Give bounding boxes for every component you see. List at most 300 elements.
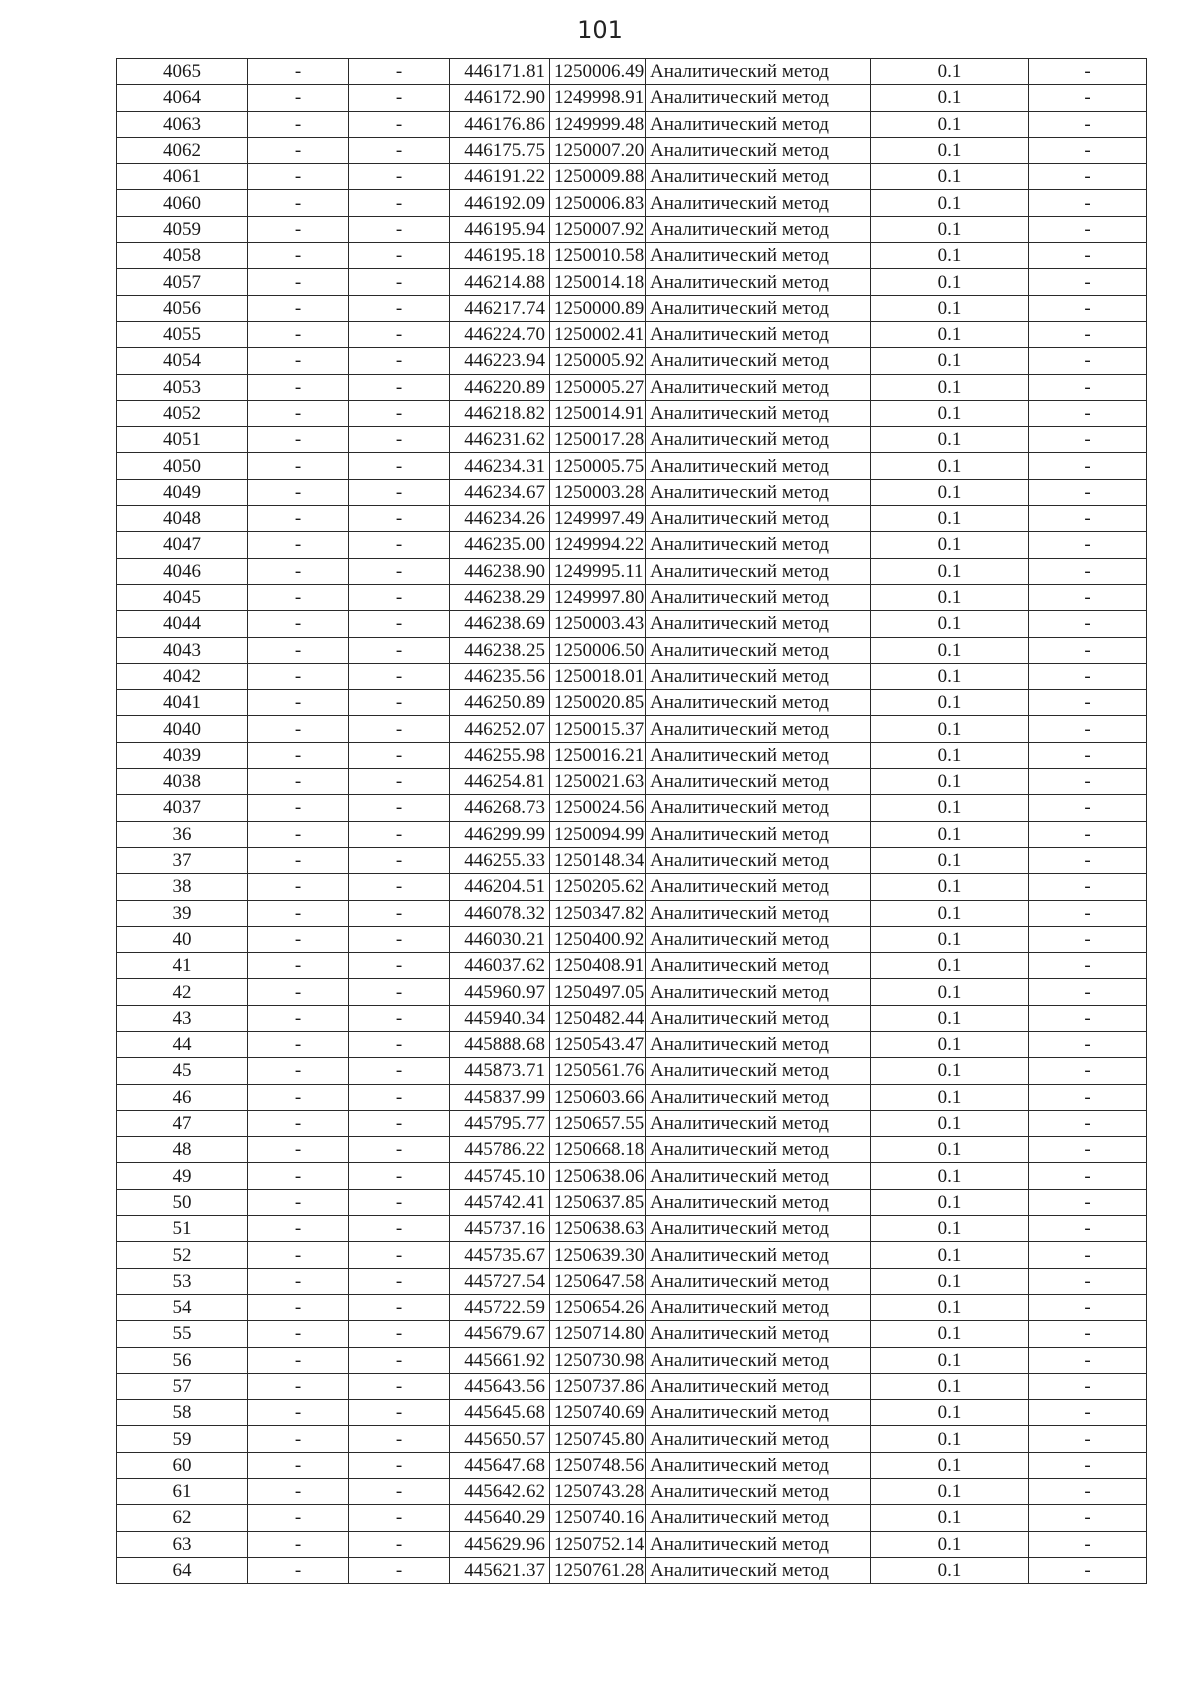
accuracy-cell: 0.1 — [871, 953, 1029, 979]
x-coordinate-cell: 445837.99 — [450, 1084, 550, 1110]
table-row — [117, 690, 1147, 716]
accuracy-cell: 0.1 — [871, 111, 1029, 137]
coordinates-table — [116, 58, 1147, 1584]
column-3-cell: - — [349, 85, 450, 111]
y-coordinate-cell: 1250482.44 — [550, 1005, 646, 1031]
column-8-cell: - — [1029, 769, 1147, 795]
column-2-cell: - — [248, 769, 349, 795]
y-coordinate-cell: 1250743.28 — [550, 1479, 646, 1505]
x-coordinate-cell: 446299.99 — [450, 821, 550, 847]
y-coordinate-cell: 1250497.05 — [550, 979, 646, 1005]
table-row — [117, 1084, 1147, 1110]
y-coordinate-cell: 1250714.80 — [550, 1321, 646, 1347]
accuracy-cell: 0.1 — [871, 926, 1029, 952]
table-row — [117, 59, 1147, 85]
accuracy-cell: 0.1 — [871, 1242, 1029, 1268]
method-cell: Аналитический метод — [646, 1216, 871, 1242]
table-row — [117, 584, 1147, 610]
point-number-cell: 4056 — [117, 295, 248, 321]
y-coordinate-cell: 1250668.18 — [550, 1137, 646, 1163]
x-coordinate-cell: 446235.56 — [450, 663, 550, 689]
column-3-cell: - — [349, 1505, 450, 1531]
x-coordinate-cell: 446218.82 — [450, 400, 550, 426]
column-2-cell: - — [248, 453, 349, 479]
column-2-cell: - — [248, 1347, 349, 1373]
column-8-cell: - — [1029, 59, 1147, 85]
point-number-cell: 49 — [117, 1163, 248, 1189]
column-8-cell: - — [1029, 821, 1147, 847]
column-3-cell: - — [349, 847, 450, 873]
point-number-cell: 4043 — [117, 637, 248, 663]
x-coordinate-cell: 445647.68 — [450, 1452, 550, 1478]
column-8-cell: - — [1029, 558, 1147, 584]
column-8-cell: - — [1029, 479, 1147, 505]
column-3-cell: - — [349, 979, 450, 1005]
method-cell: Аналитический метод — [646, 1321, 871, 1347]
y-coordinate-cell: 1250007.20 — [550, 137, 646, 163]
x-coordinate-cell: 445642.62 — [450, 1479, 550, 1505]
table-row — [117, 611, 1147, 637]
column-8-cell: - — [1029, 926, 1147, 952]
method-cell: Аналитический метод — [646, 1531, 871, 1557]
x-coordinate-cell: 445727.54 — [450, 1268, 550, 1294]
x-coordinate-cell: 446176.86 — [450, 111, 550, 137]
method-cell: Аналитический метод — [646, 1163, 871, 1189]
table-row — [117, 1110, 1147, 1136]
column-3-cell: - — [349, 1242, 450, 1268]
y-coordinate-cell: 1250009.88 — [550, 164, 646, 190]
column-2-cell: - — [248, 1452, 349, 1478]
accuracy-cell: 0.1 — [871, 874, 1029, 900]
y-coordinate-cell: 1250024.56 — [550, 795, 646, 821]
column-8-cell: - — [1029, 216, 1147, 242]
table-row — [117, 216, 1147, 242]
x-coordinate-cell: 445737.16 — [450, 1216, 550, 1242]
column-2-cell: - — [248, 1163, 349, 1189]
method-cell: Аналитический метод — [646, 1479, 871, 1505]
y-coordinate-cell: 1250005.75 — [550, 453, 646, 479]
table-row — [117, 85, 1147, 111]
column-3-cell: - — [349, 926, 450, 952]
column-8-cell: - — [1029, 1373, 1147, 1399]
table-row — [117, 269, 1147, 295]
column-3-cell: - — [349, 874, 450, 900]
column-2-cell: - — [248, 321, 349, 347]
table-row — [117, 400, 1147, 426]
column-2-cell: - — [248, 1242, 349, 1268]
method-cell: Аналитический метод — [646, 821, 871, 847]
column-2-cell: - — [248, 1373, 349, 1399]
accuracy-cell: 0.1 — [871, 584, 1029, 610]
method-cell: Аналитический метод — [646, 532, 871, 558]
method-cell: Аналитический метод — [646, 637, 871, 663]
y-coordinate-cell: 1250730.98 — [550, 1347, 646, 1373]
point-number-cell: 4057 — [117, 269, 248, 295]
point-number-cell: 4042 — [117, 663, 248, 689]
x-coordinate-cell: 445795.77 — [450, 1110, 550, 1136]
y-coordinate-cell: 1250752.14 — [550, 1531, 646, 1557]
column-3-cell: - — [349, 663, 450, 689]
method-cell: Аналитический метод — [646, 558, 871, 584]
x-coordinate-cell: 446191.22 — [450, 164, 550, 190]
column-2-cell: - — [248, 190, 349, 216]
accuracy-cell: 0.1 — [871, 1452, 1029, 1478]
y-coordinate-cell: 1250010.58 — [550, 243, 646, 269]
table-row — [117, 769, 1147, 795]
accuracy-cell: 0.1 — [871, 1189, 1029, 1215]
y-coordinate-cell: 1250017.28 — [550, 427, 646, 453]
x-coordinate-cell: 445960.97 — [450, 979, 550, 1005]
column-8-cell: - — [1029, 874, 1147, 900]
method-cell: Аналитический метод — [646, 584, 871, 610]
method-cell: Аналитический метод — [646, 716, 871, 742]
column-8-cell: - — [1029, 137, 1147, 163]
x-coordinate-cell: 446175.75 — [450, 137, 550, 163]
method-cell: Аналитический метод — [646, 164, 871, 190]
table-row — [117, 1137, 1147, 1163]
point-number-cell: 60 — [117, 1452, 248, 1478]
column-8-cell: - — [1029, 1505, 1147, 1531]
table-row — [117, 321, 1147, 347]
point-number-cell: 4048 — [117, 506, 248, 532]
x-coordinate-cell: 445650.57 — [450, 1426, 550, 1452]
column-3-cell: - — [349, 1479, 450, 1505]
column-2-cell: - — [248, 59, 349, 85]
point-number-cell: 4059 — [117, 216, 248, 242]
point-number-cell: 4051 — [117, 427, 248, 453]
x-coordinate-cell: 445640.29 — [450, 1505, 550, 1531]
accuracy-cell: 0.1 — [871, 795, 1029, 821]
column-3-cell: - — [349, 164, 450, 190]
accuracy-cell: 0.1 — [871, 1426, 1029, 1452]
table-row — [117, 243, 1147, 269]
column-2-cell: - — [248, 900, 349, 926]
column-3-cell: - — [349, 427, 450, 453]
column-3-cell: - — [349, 348, 450, 374]
column-3-cell: - — [349, 532, 450, 558]
column-3-cell: - — [349, 1321, 450, 1347]
point-number-cell: 4058 — [117, 243, 248, 269]
x-coordinate-cell: 446224.70 — [450, 321, 550, 347]
table-row — [117, 1531, 1147, 1557]
point-number-cell: 4061 — [117, 164, 248, 190]
column-8-cell: - — [1029, 847, 1147, 873]
method-cell: Аналитический метод — [646, 1505, 871, 1531]
accuracy-cell: 0.1 — [871, 1505, 1029, 1531]
accuracy-cell: 0.1 — [871, 979, 1029, 1005]
point-number-cell: 4040 — [117, 716, 248, 742]
column-8-cell: - — [1029, 1163, 1147, 1189]
point-number-cell: 54 — [117, 1294, 248, 1320]
method-cell: Аналитический метод — [646, 216, 871, 242]
accuracy-cell: 0.1 — [871, 269, 1029, 295]
column-8-cell: - — [1029, 374, 1147, 400]
y-coordinate-cell: 1250657.55 — [550, 1110, 646, 1136]
x-coordinate-cell: 446030.21 — [450, 926, 550, 952]
point-number-cell: 4065 — [117, 59, 248, 85]
column-2-cell: - — [248, 558, 349, 584]
y-coordinate-cell: 1250021.63 — [550, 769, 646, 795]
accuracy-cell: 0.1 — [871, 348, 1029, 374]
column-2-cell: - — [248, 85, 349, 111]
column-8-cell: - — [1029, 1268, 1147, 1294]
accuracy-cell: 0.1 — [871, 479, 1029, 505]
method-cell: Аналитический метод — [646, 85, 871, 111]
point-number-cell: 4045 — [117, 584, 248, 610]
y-coordinate-cell: 1250018.01 — [550, 663, 646, 689]
table-row — [117, 111, 1147, 137]
x-coordinate-cell: 445940.34 — [450, 1005, 550, 1031]
point-number-cell: 43 — [117, 1005, 248, 1031]
method-cell: Аналитический метод — [646, 1084, 871, 1110]
table-row — [117, 532, 1147, 558]
point-number-cell: 4062 — [117, 137, 248, 163]
point-number-cell: 46 — [117, 1084, 248, 1110]
column-3-cell: - — [349, 1058, 450, 1084]
column-2-cell: - — [248, 611, 349, 637]
table-row — [117, 900, 1147, 926]
column-8-cell: - — [1029, 348, 1147, 374]
table-row — [117, 348, 1147, 374]
column-8-cell: - — [1029, 295, 1147, 321]
column-2-cell: - — [248, 795, 349, 821]
column-8-cell: - — [1029, 321, 1147, 347]
table-body — [117, 59, 1147, 1584]
table-row — [117, 716, 1147, 742]
column-8-cell: - — [1029, 1452, 1147, 1478]
x-coordinate-cell: 446252.07 — [450, 716, 550, 742]
method-cell: Аналитический метод — [646, 321, 871, 347]
x-coordinate-cell: 446078.32 — [450, 900, 550, 926]
x-coordinate-cell: 446220.89 — [450, 374, 550, 400]
x-coordinate-cell: 445643.56 — [450, 1373, 550, 1399]
column-2-cell: - — [248, 111, 349, 137]
x-coordinate-cell: 446250.89 — [450, 690, 550, 716]
method-cell: Аналитический метод — [646, 1137, 871, 1163]
column-2-cell: - — [248, 374, 349, 400]
column-3-cell: - — [349, 900, 450, 926]
point-number-cell: 52 — [117, 1242, 248, 1268]
accuracy-cell: 0.1 — [871, 506, 1029, 532]
column-8-cell: - — [1029, 795, 1147, 821]
column-2-cell: - — [248, 269, 349, 295]
x-coordinate-cell: 446238.69 — [450, 611, 550, 637]
x-coordinate-cell: 446255.98 — [450, 742, 550, 768]
table-row — [117, 558, 1147, 584]
table-row — [117, 164, 1147, 190]
point-number-cell: 4064 — [117, 85, 248, 111]
column-8-cell: - — [1029, 742, 1147, 768]
method-cell: Аналитический метод — [646, 1557, 871, 1583]
x-coordinate-cell: 446238.90 — [450, 558, 550, 584]
table-row — [117, 427, 1147, 453]
column-2-cell: - — [248, 1189, 349, 1215]
table-row — [117, 637, 1147, 663]
x-coordinate-cell: 446195.18 — [450, 243, 550, 269]
table-row — [117, 1216, 1147, 1242]
column-3-cell: - — [349, 506, 450, 532]
accuracy-cell: 0.1 — [871, 663, 1029, 689]
method-cell: Аналитический метод — [646, 506, 871, 532]
column-2-cell: - — [248, 874, 349, 900]
y-coordinate-cell: 1250015.37 — [550, 716, 646, 742]
column-2-cell: - — [248, 637, 349, 663]
accuracy-cell: 0.1 — [871, 1373, 1029, 1399]
column-8-cell: - — [1029, 1005, 1147, 1031]
method-cell: Аналитический метод — [646, 400, 871, 426]
column-8-cell: - — [1029, 85, 1147, 111]
point-number-cell: 37 — [117, 847, 248, 873]
accuracy-cell: 0.1 — [871, 400, 1029, 426]
column-2-cell: - — [248, 216, 349, 242]
point-number-cell: 4049 — [117, 479, 248, 505]
y-coordinate-cell: 1250543.47 — [550, 1031, 646, 1057]
table-row — [117, 1400, 1147, 1426]
column-8-cell: - — [1029, 1347, 1147, 1373]
method-cell: Аналитический метод — [646, 1400, 871, 1426]
column-8-cell: - — [1029, 690, 1147, 716]
column-2-cell: - — [248, 663, 349, 689]
table-row — [117, 137, 1147, 163]
table-row — [117, 874, 1147, 900]
x-coordinate-cell: 445745.10 — [450, 1163, 550, 1189]
column-8-cell: - — [1029, 900, 1147, 926]
column-3-cell: - — [349, 1426, 450, 1452]
y-coordinate-cell: 1250003.28 — [550, 479, 646, 505]
accuracy-cell: 0.1 — [871, 690, 1029, 716]
y-coordinate-cell: 1249998.91 — [550, 85, 646, 111]
method-cell: Аналитический метод — [646, 795, 871, 821]
method-cell: Аналитический метод — [646, 1268, 871, 1294]
x-coordinate-cell: 446234.31 — [450, 453, 550, 479]
column-3-cell: - — [349, 1084, 450, 1110]
method-cell: Аналитический метод — [646, 427, 871, 453]
y-coordinate-cell: 1249997.49 — [550, 506, 646, 532]
column-8-cell: - — [1029, 164, 1147, 190]
column-2-cell: - — [248, 584, 349, 610]
method-cell: Аналитический метод — [646, 1031, 871, 1057]
accuracy-cell: 0.1 — [871, 716, 1029, 742]
column-2-cell: - — [248, 1426, 349, 1452]
table-row — [117, 1058, 1147, 1084]
x-coordinate-cell: 446217.74 — [450, 295, 550, 321]
accuracy-cell: 0.1 — [871, 1163, 1029, 1189]
y-coordinate-cell: 1250148.34 — [550, 847, 646, 873]
method-cell: Аналитический метод — [646, 1452, 871, 1478]
accuracy-cell: 0.1 — [871, 321, 1029, 347]
column-3-cell: - — [349, 769, 450, 795]
column-3-cell: - — [349, 1294, 450, 1320]
column-3-cell: - — [349, 1110, 450, 1136]
table-row — [117, 847, 1147, 873]
table-row — [117, 479, 1147, 505]
column-2-cell: - — [248, 427, 349, 453]
column-2-cell: - — [248, 1505, 349, 1531]
column-2-cell: - — [248, 1400, 349, 1426]
method-cell: Аналитический метод — [646, 979, 871, 1005]
table-row — [117, 1163, 1147, 1189]
column-8-cell: - — [1029, 1137, 1147, 1163]
point-number-cell: 4063 — [117, 111, 248, 137]
method-cell: Аналитический метод — [646, 1294, 871, 1320]
column-8-cell: - — [1029, 269, 1147, 295]
column-3-cell: - — [349, 321, 450, 347]
y-coordinate-cell: 1250638.63 — [550, 1216, 646, 1242]
y-coordinate-cell: 1250014.91 — [550, 400, 646, 426]
method-cell: Аналитический метод — [646, 243, 871, 269]
x-coordinate-cell: 446231.62 — [450, 427, 550, 453]
y-coordinate-cell: 1250006.49 — [550, 59, 646, 85]
column-3-cell: - — [349, 137, 450, 163]
y-coordinate-cell: 1250000.89 — [550, 295, 646, 321]
y-coordinate-cell: 1249999.48 — [550, 111, 646, 137]
point-number-cell: 47 — [117, 1110, 248, 1136]
method-cell: Аналитический метод — [646, 953, 871, 979]
column-3-cell: - — [349, 611, 450, 637]
x-coordinate-cell: 446234.67 — [450, 479, 550, 505]
table-row — [117, 821, 1147, 847]
column-2-cell: - — [248, 295, 349, 321]
column-8-cell: - — [1029, 1110, 1147, 1136]
column-8-cell: - — [1029, 584, 1147, 610]
y-coordinate-cell: 1250006.50 — [550, 637, 646, 663]
method-cell: Аналитический метод — [646, 479, 871, 505]
accuracy-cell: 0.1 — [871, 742, 1029, 768]
method-cell: Аналитический метод — [646, 295, 871, 321]
column-2-cell: - — [248, 953, 349, 979]
method-cell: Аналитический метод — [646, 59, 871, 85]
accuracy-cell: 0.1 — [871, 1268, 1029, 1294]
method-cell: Аналитический метод — [646, 900, 871, 926]
table-row — [117, 1005, 1147, 1031]
column-8-cell: - — [1029, 427, 1147, 453]
point-number-cell: 4039 — [117, 742, 248, 768]
method-cell: Аналитический метод — [646, 769, 871, 795]
column-8-cell: - — [1029, 532, 1147, 558]
point-number-cell: 62 — [117, 1505, 248, 1531]
table-row — [117, 190, 1147, 216]
column-8-cell: - — [1029, 400, 1147, 426]
point-number-cell: 4053 — [117, 374, 248, 400]
table-row — [117, 374, 1147, 400]
y-coordinate-cell: 1250005.92 — [550, 348, 646, 374]
column-3-cell: - — [349, 1557, 450, 1583]
accuracy-cell: 0.1 — [871, 1557, 1029, 1583]
point-number-cell: 48 — [117, 1137, 248, 1163]
table-row — [117, 795, 1147, 821]
x-coordinate-cell: 446171.81 — [450, 59, 550, 85]
method-cell: Аналитический метод — [646, 1242, 871, 1268]
y-coordinate-cell: 1250002.41 — [550, 321, 646, 347]
y-coordinate-cell: 1250737.86 — [550, 1373, 646, 1399]
accuracy-cell: 0.1 — [871, 532, 1029, 558]
column-3-cell: - — [349, 269, 450, 295]
x-coordinate-cell: 446037.62 — [450, 953, 550, 979]
point-number-cell: 58 — [117, 1400, 248, 1426]
column-3-cell: - — [349, 1531, 450, 1557]
point-number-cell: 50 — [117, 1189, 248, 1215]
table-row — [117, 1452, 1147, 1478]
column-8-cell: - — [1029, 1084, 1147, 1110]
column-8-cell: - — [1029, 637, 1147, 663]
column-2-cell: - — [248, 1110, 349, 1136]
accuracy-cell: 0.1 — [871, 1058, 1029, 1084]
x-coordinate-cell: 446234.26 — [450, 506, 550, 532]
accuracy-cell: 0.1 — [871, 374, 1029, 400]
accuracy-cell: 0.1 — [871, 1084, 1029, 1110]
column-3-cell: - — [349, 637, 450, 663]
accuracy-cell: 0.1 — [871, 164, 1029, 190]
